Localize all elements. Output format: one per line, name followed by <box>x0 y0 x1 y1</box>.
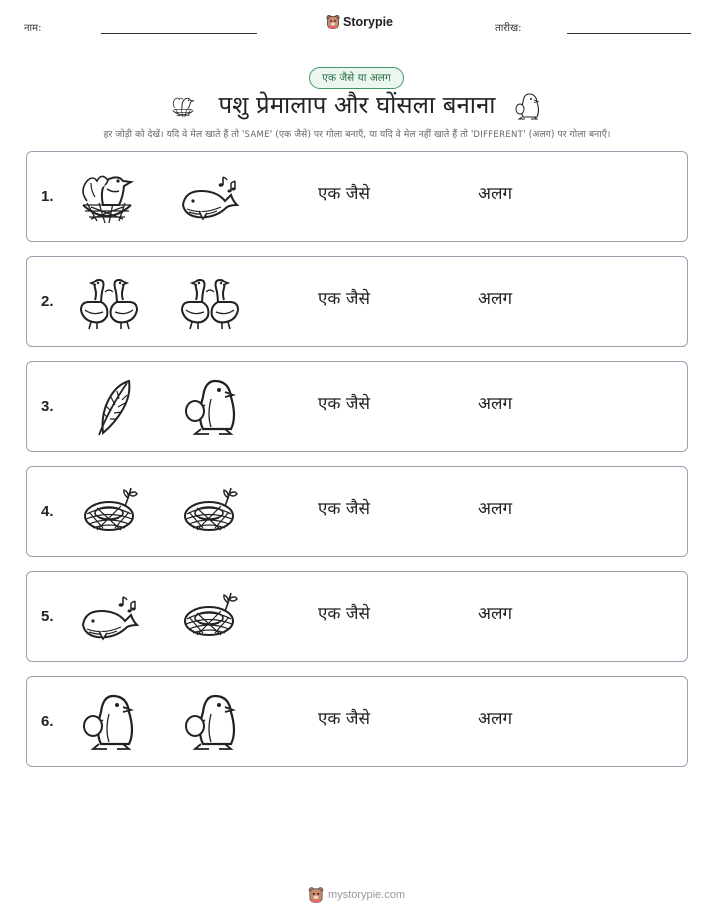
bear-mascot-icon <box>326 14 340 30</box>
courting-swans-icon <box>180 272 240 332</box>
instructions-text: हर जोड़ी को देखें। यदि वे मेल खाते हैं तो ' <box>103 129 245 140</box>
question-number: 6. <box>41 713 54 730</box>
instructions-same-keyword: SAME <box>244 130 270 140</box>
penguin-with-egg-icon <box>514 90 544 122</box>
question-row-1 <box>26 151 688 242</box>
footer-site-link[interactable]: mystorypie.com <box>328 889 406 901</box>
option-different[interactable]: अलग <box>478 394 513 414</box>
brand-name: Storypie <box>343 15 394 29</box>
singing-whale-icon <box>179 167 239 227</box>
page-title: पशु प्रेमालाप और घोंसला बनाना <box>218 91 496 119</box>
name-line[interactable] <box>101 33 257 34</box>
date-line[interactable] <box>567 33 691 34</box>
instructions-different-keyword: DIFFERENT <box>473 130 524 140</box>
option-different[interactable]: अलग <box>478 709 513 729</box>
penguin-with-egg-icon <box>181 692 241 752</box>
feather-icon <box>81 377 141 437</box>
instructions <box>0 127 714 140</box>
storypie-logo <box>326 14 393 30</box>
question-number: 5. <box>41 608 54 625</box>
singing-whale-icon <box>79 587 139 647</box>
question-number: 4. <box>41 503 54 520</box>
name-label: नाम: <box>24 23 42 34</box>
option-different[interactable]: अलग <box>478 184 513 204</box>
question-number: 2. <box>41 293 54 310</box>
option-same[interactable]: एक जैसे <box>318 184 370 204</box>
instructions-text: ' (एक जैसे) पर गोला बनाएँ, या यदि वे मेल नहीं खाते हैं तो ' <box>269 129 474 140</box>
option-same[interactable]: एक जैसे <box>318 604 370 624</box>
bear-mascot-icon <box>308 886 324 904</box>
question-row-4 <box>26 466 688 557</box>
courting-swans-icon <box>79 272 139 332</box>
question-row-6 <box>26 676 688 767</box>
footer <box>308 886 405 904</box>
option-same[interactable]: एक जैसे <box>318 499 370 519</box>
question-number: 3. <box>41 398 54 415</box>
question-row-5 <box>26 571 688 662</box>
question-number: 1. <box>41 188 54 205</box>
option-same[interactable]: एक जैसे <box>318 289 370 309</box>
penguin-with-egg-icon <box>79 692 139 752</box>
date-label: तारीख: <box>495 23 522 34</box>
penguin-with-egg-icon <box>181 377 241 437</box>
option-same[interactable]: एक जैसे <box>318 709 370 729</box>
instructions-text: ' (अलग) पर गोला बनाएँ। <box>523 129 611 140</box>
option-different[interactable]: अलग <box>478 604 513 624</box>
question-row-2 <box>26 256 688 347</box>
option-different[interactable]: अलग <box>478 499 513 519</box>
question-row-3 <box>26 361 688 452</box>
option-different[interactable]: अलग <box>478 289 513 309</box>
option-same[interactable]: एक जैसे <box>318 394 370 414</box>
nest-icon <box>181 587 241 647</box>
nest-icon <box>181 482 241 542</box>
worksheet-type-badge: एक जैसे या अलग <box>309 67 404 89</box>
nest-icon <box>81 482 141 542</box>
bird-in-nest-icon <box>77 167 137 227</box>
